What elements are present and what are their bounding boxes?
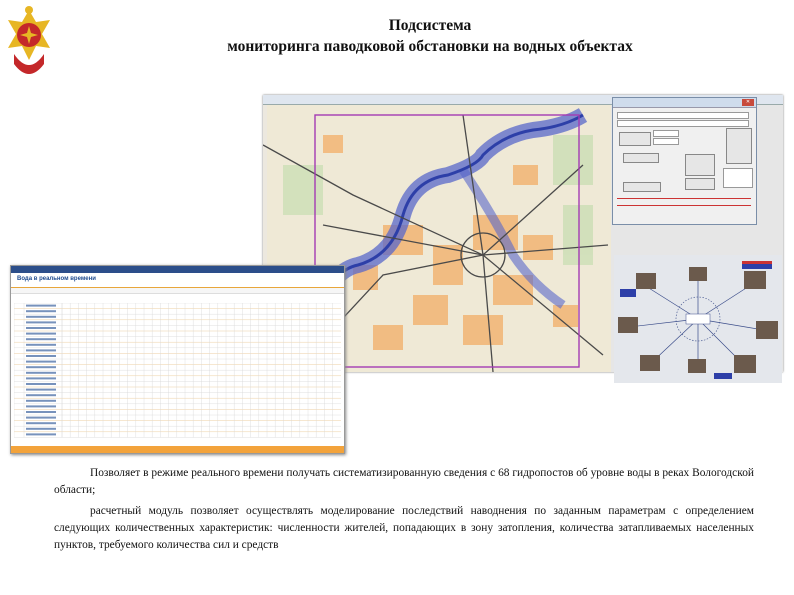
dialog-field[interactable] xyxy=(653,138,679,145)
table-row-text xyxy=(26,422,56,424)
dialog-field[interactable] xyxy=(617,112,749,119)
progress-line xyxy=(617,205,751,206)
table-titlebar xyxy=(11,266,344,273)
emchs-emblem-icon xyxy=(6,4,52,84)
description-paragraph-1 xyxy=(54,465,754,499)
dialog-button[interactable] xyxy=(619,132,651,146)
table-header xyxy=(11,273,344,288)
table-row-text xyxy=(26,428,56,430)
progress-line xyxy=(617,198,751,199)
table-row-text xyxy=(26,372,56,374)
table-row-text xyxy=(26,394,56,396)
table-row-text xyxy=(26,383,56,385)
table-row-text xyxy=(26,316,56,318)
table-footer-bar xyxy=(11,446,344,453)
table-row-text xyxy=(26,433,56,435)
dialog-field[interactable] xyxy=(653,130,679,137)
title-line-1: Подсистема xyxy=(388,17,472,34)
page-title xyxy=(130,15,730,57)
table-row-text xyxy=(26,417,56,419)
title-line-2: мониторинга паводковой обстановки на водных объектах xyxy=(227,38,633,55)
table-row-text xyxy=(26,366,56,368)
table-row-text xyxy=(26,355,56,357)
dialog-button[interactable] xyxy=(623,182,661,192)
dialog-results xyxy=(723,168,753,188)
table-row-text xyxy=(26,400,56,402)
table-row-text xyxy=(26,321,56,323)
network-diagram-screenshot xyxy=(614,255,782,383)
table-row-text xyxy=(26,411,56,413)
table-row-text xyxy=(26,305,56,307)
close-icon[interactable]: ✕ xyxy=(742,99,754,106)
table-row-text xyxy=(26,361,56,363)
table-row-text xyxy=(26,389,56,391)
table-row-text xyxy=(26,327,56,329)
table-row-text xyxy=(26,349,56,351)
table-row-text xyxy=(26,338,56,340)
description-text-2: расчетный модуль позволяет осуществлять моделирование последствий наводнения по заданным параметрам с определением следующих количественных характеристик: численности жителей, попадающих в зону затопления, количества затапливаемых населенных пунктов, требуемого количества сил и средств xyxy=(54,505,754,551)
description-paragraph-2 xyxy=(54,503,754,554)
dialog-field[interactable] xyxy=(617,120,749,127)
description-text-1: Позволяет в режиме реального времени получать систематизированную сведения с 68 гидропостов об уровне воды в реках Вологодской области; xyxy=(54,467,754,496)
realtime-table-grid xyxy=(14,303,341,443)
dialog-titlebar xyxy=(613,98,756,108)
dialog-button[interactable] xyxy=(623,153,659,163)
realtime-table-screenshot xyxy=(10,265,345,454)
table-row-text xyxy=(26,377,56,379)
flood-modeling-dialog xyxy=(612,97,757,225)
table-heading: Вода в реальном времени xyxy=(17,276,96,282)
table-row-text xyxy=(26,310,56,312)
dialog-button[interactable] xyxy=(685,178,715,190)
dialog-button[interactable] xyxy=(685,154,715,176)
table-row-text xyxy=(26,344,56,346)
table-row-text xyxy=(26,333,56,335)
table-subtitle xyxy=(11,294,344,301)
dialog-button[interactable] xyxy=(726,128,752,164)
table-row-text xyxy=(26,405,56,407)
